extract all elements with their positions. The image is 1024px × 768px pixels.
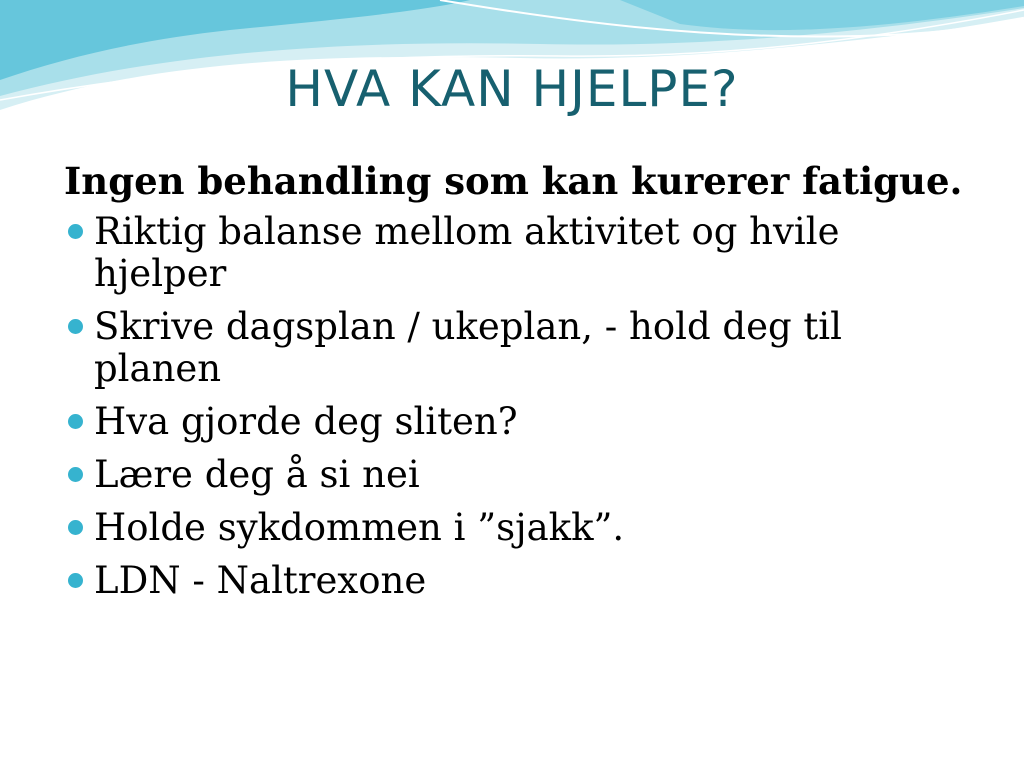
bullet-icon bbox=[68, 224, 83, 239]
list-item bbox=[64, 507, 964, 549]
bullet-icon bbox=[68, 467, 83, 482]
list-item-text: Hva gjorde deg sliten? bbox=[94, 400, 518, 443]
slide-title: HVA KAN HJELPE? bbox=[285, 60, 739, 118]
list-item-text: LDN - Naltrexone bbox=[94, 559, 427, 602]
bullet-icon bbox=[68, 414, 83, 429]
list-item bbox=[64, 560, 964, 602]
list-item-text: Skrive dagsplan / ukeplan, - hold deg til planen bbox=[94, 305, 842, 390]
list-item bbox=[64, 306, 964, 390]
slide-body bbox=[64, 160, 964, 613]
bullet-icon bbox=[68, 520, 83, 535]
bullet-icon bbox=[68, 319, 83, 334]
bullet-icon bbox=[68, 573, 83, 588]
list-item-text: Riktig balanse mellom aktivitet og hvile hjelper bbox=[94, 210, 840, 295]
list-item bbox=[64, 211, 964, 295]
list-item bbox=[64, 454, 964, 496]
list-item bbox=[64, 401, 964, 443]
bullet-list bbox=[64, 211, 964, 602]
list-item-text: Holde sykdommen i ”sjakk”. bbox=[94, 506, 625, 549]
lead-statement: Ingen behandling som kan kurerer fatigue. bbox=[64, 159, 963, 203]
list-item-text: Lære deg å si nei bbox=[94, 453, 420, 496]
